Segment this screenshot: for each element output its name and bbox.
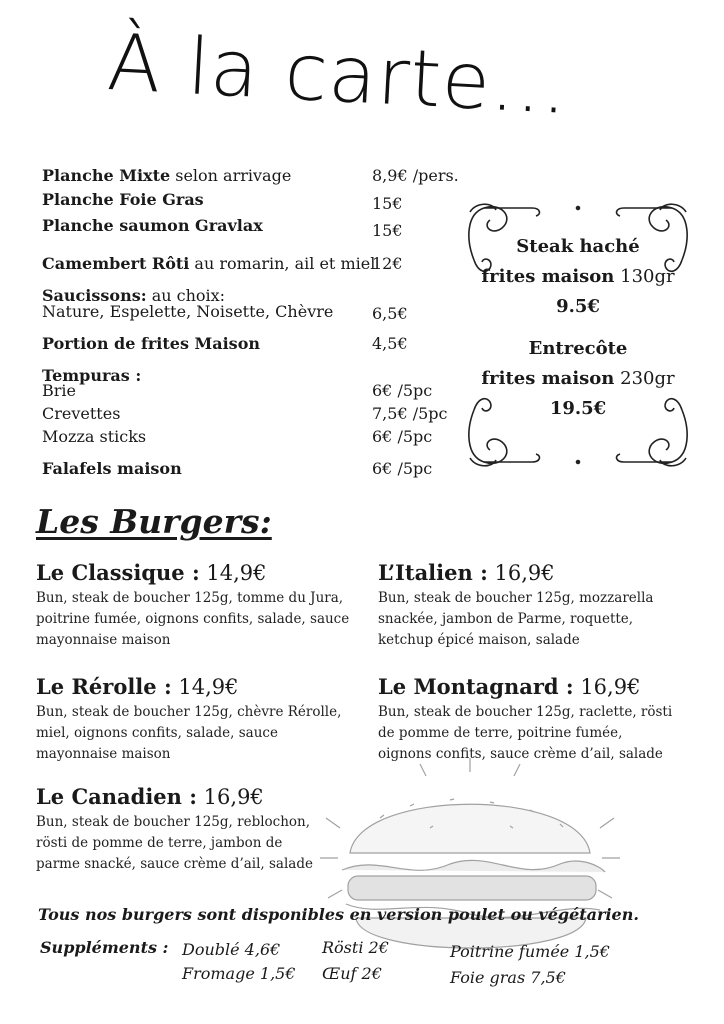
burger-canadien <box>36 784 326 875</box>
burger-price: 14,9€ <box>199 561 267 585</box>
burger-rerolle <box>36 674 356 765</box>
item-name: Falafels maison <box>42 459 182 478</box>
item-price: 12€ <box>372 254 403 273</box>
item-name: Saucissons: <box>42 286 147 305</box>
supplement-item: Fromage 1,5€ <box>182 964 296 983</box>
special-weight: 230gr <box>614 368 675 389</box>
list-item <box>42 405 462 423</box>
special-line1: Entrecôte <box>528 338 628 359</box>
item-price: 7,5€ /5pc <box>372 404 448 423</box>
item-desc: selon arrivage <box>170 166 292 185</box>
list-item <box>42 382 462 400</box>
special-steak <box>462 236 694 318</box>
item-desc: Crevettes <box>42 404 121 423</box>
burger-note: Tous nos burgers sont disponibles en version poulet ou végétarien. <box>38 905 639 924</box>
burger-desc: Bun, steak de boucher 125g, reblochon, rösti de pomme de terre, jambon de parme snacké, sauce crème d’ail, salade <box>36 814 313 872</box>
burger-italien <box>378 560 678 651</box>
burger-name: Le Canadien : <box>36 784 197 809</box>
burger-name: Le Rérolle : <box>36 674 172 699</box>
supplements-label: Suppléments : <box>40 938 169 957</box>
item-name: Planche Foie Gras <box>42 190 204 209</box>
burger-name: Le Montagnard : <box>378 674 574 699</box>
supplement-item: Foie gras 7,5€ <box>450 968 566 987</box>
special-line1: Steak haché <box>516 236 640 257</box>
item-name: Planche Mixte <box>42 166 171 185</box>
special-weight: 130gr <box>614 266 675 287</box>
burger-price: 16,9€ <box>487 561 555 585</box>
list-item <box>42 428 462 446</box>
burger-desc: Bun, steak de boucher 125g, tomme du Jura, poitrine fumée, oignons confits, salade, sauce mayonnaise maison <box>36 590 350 648</box>
item-desc: Nature, Espelette, Noisette, Chèvre <box>42 302 334 321</box>
burger-price: 16,9€ <box>573 675 641 699</box>
list-item <box>42 190 462 213</box>
list-item <box>42 216 462 240</box>
burger-name: Le Classique : <box>36 560 200 585</box>
item-price: 6,5€ <box>372 304 408 323</box>
burgers-heading: Les Burgers: <box>36 502 272 541</box>
list-item <box>42 460 462 478</box>
item-name: Portion de frites Maison <box>42 334 260 353</box>
list-item <box>42 255 462 273</box>
special-line2: frites maison <box>481 368 615 389</box>
item-price: 15€ <box>372 194 403 213</box>
special-entrecote <box>462 338 694 420</box>
page-title: À la carte... <box>105 18 571 133</box>
special-price: 9.5€ <box>556 296 600 317</box>
item-name: Planche saumon Gravlax <box>42 216 263 235</box>
burger-desc: Bun, steak de boucher 125g, chèvre Rérolle, miel, oignons confits, salade, sauce mayonnaise maison <box>36 704 342 762</box>
item-desc: au romarin, ail et miel <box>189 254 376 273</box>
burger-price: 14,9€ <box>171 675 239 699</box>
list-item <box>42 303 462 321</box>
burger-desc: Bun, steak de boucher 125g, raclette, rösti de pomme de terre, poitrine fumée, oignons confits, sauce crème d’ail, salade <box>378 704 673 762</box>
list-item <box>42 335 462 353</box>
supplement-item: Poitrine fumée 1,5€ <box>450 942 610 961</box>
item-desc: Brie <box>42 381 76 400</box>
burger-desc: Bun, steak de boucher 125g, mozzarella snackée, jambon de Parme, roquette, ketchup épicé maison, salade <box>378 590 654 648</box>
special-price: 19.5€ <box>549 398 607 419</box>
item-price: 6€ /5pc <box>372 459 433 478</box>
supplement-item: Œuf 2€ <box>322 964 382 983</box>
burger-montagnard <box>378 674 678 765</box>
burger-price: 16,9€ <box>197 785 264 809</box>
special-line2: frites maison <box>481 266 615 287</box>
burger-classique <box>36 560 356 651</box>
item-desc: au choix: <box>146 286 226 305</box>
list-item <box>42 167 462 185</box>
item-name: Tempuras : <box>42 366 142 385</box>
item-name: Camembert Rôti <box>42 254 190 273</box>
item-price: 6€ /5pc <box>372 427 433 446</box>
item-price: 15€ <box>372 221 403 240</box>
item-price: 8,9€ /pers. <box>372 166 459 185</box>
item-desc: Mozza sticks <box>42 427 147 446</box>
supplement-item: Rösti 2€ <box>322 938 389 957</box>
item-price: 6€ /5pc <box>372 381 433 400</box>
item-price: 4,5€ <box>372 334 408 353</box>
burger-name: L’Italien : <box>378 560 488 585</box>
supplement-item: Doublé 4,6€ <box>182 940 281 959</box>
